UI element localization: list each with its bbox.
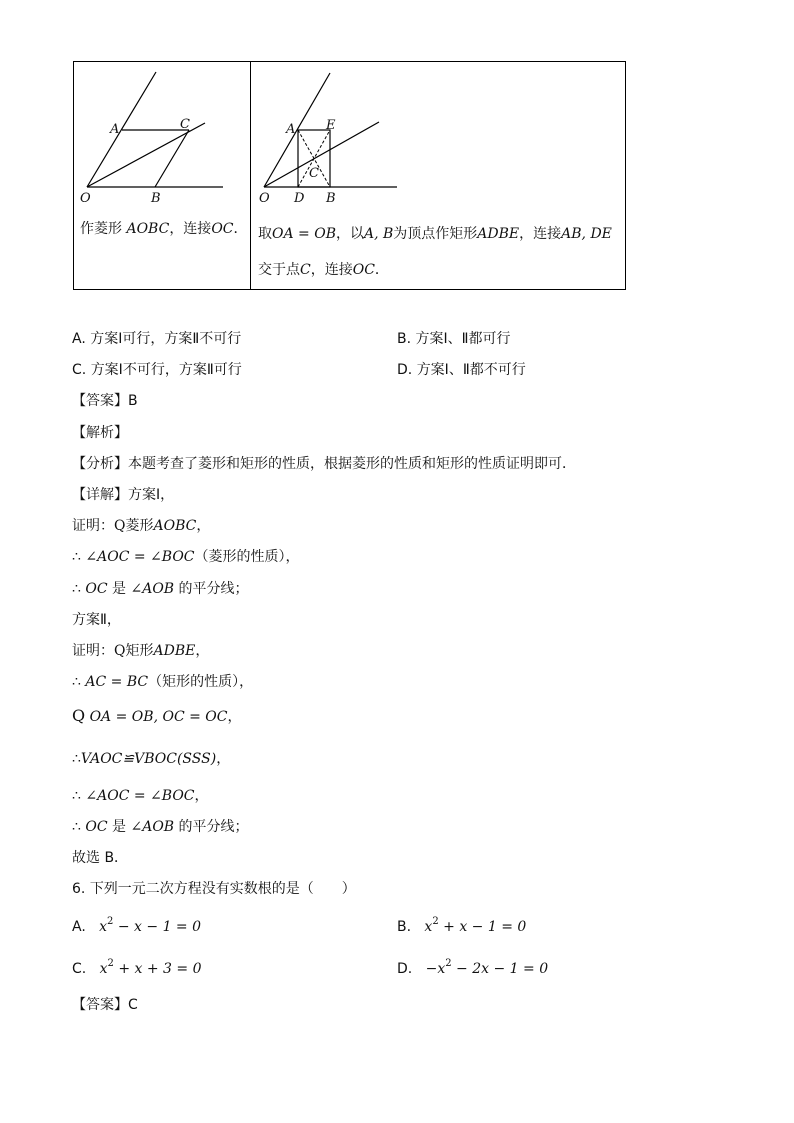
label-c-2: C	[309, 166, 319, 181]
analysis-summary: 【分析】本题考查了菱形和矩形的性质，根据菱形的性质和矩形的性质证明即可．	[72, 456, 576, 472]
proof2-line5: ∴ ∠AOC = ∠BOC，	[72, 788, 209, 804]
proof1-line2: ∴ ∠AOC = ∠BOC（菱形的性质），	[72, 549, 300, 565]
label-b-2: B	[326, 191, 336, 206]
segment-cb	[155, 130, 189, 187]
analysis-tag: 【解析】	[72, 425, 128, 441]
right-caption-line2: 交于点C，连接OC．	[258, 262, 389, 278]
q6-option-c: C. $x^2 + x + 3 = 0$	[72, 958, 202, 977]
q5-option-c: C. 方案Ⅰ不可行，方案Ⅱ可行	[72, 362, 242, 378]
label-a: A	[110, 122, 120, 137]
q5-option-a: A. 方案Ⅰ可行，方案Ⅱ不可行	[72, 331, 242, 347]
label-b: B	[151, 191, 161, 206]
proof2-line6: ∴ OC 是 ∠AOB 的平分线；	[72, 819, 249, 835]
q5-option-d: D. 方案Ⅰ、Ⅱ都不可行	[397, 362, 526, 378]
right-caption-line1: 取OA = OB，以A, B为顶点作矩形ADBE，连接AB, DE	[258, 226, 612, 242]
proof2-line4: ∴VAOC≌VBOC(SSS)，	[72, 751, 231, 767]
scheme2-heading: 方案Ⅱ，	[72, 612, 121, 628]
proof1-line3: ∴ OC 是 ∠AOB 的平分线；	[72, 581, 249, 597]
label-o: O	[80, 191, 91, 206]
proof1-line1: 证明：Q菱形AOBC，	[72, 518, 211, 534]
q6-answer: 【答案】C	[72, 997, 138, 1013]
detail-heading: 【详解】方案Ⅰ，	[72, 487, 175, 503]
ray-oc-2	[264, 122, 379, 187]
q6-option-d: D. $-x^2 - 2x - 1 = 0$	[397, 958, 549, 977]
proof2-line2: ∴ AC = BC（矩形的性质），	[72, 674, 254, 690]
q6-option-b: B. $x^2 + x - 1 = 0$	[397, 916, 527, 935]
q5-answer: 【答案】B	[72, 393, 138, 409]
rhombus-figure	[73, 61, 250, 211]
label-c: C	[180, 117, 190, 132]
label-e: E	[326, 118, 336, 133]
left-caption: 作菱形 AOBC，连接OC．	[80, 221, 248, 237]
q5-option-b: B. 方案Ⅰ、Ⅱ都可行	[397, 331, 511, 347]
q6-stem: 6. 下列一元二次方程没有实数根的是（ ）	[72, 881, 356, 897]
label-d: D	[294, 191, 305, 206]
label-a-2: A	[286, 122, 296, 137]
proof2-line3: Q OA = OB, OC = OC，	[72, 706, 242, 725]
conclusion: 故选 B．	[72, 850, 129, 866]
proof2-line1: 证明：Q矩形ADBE，	[72, 643, 210, 659]
rectangle-figure	[251, 61, 411, 211]
label-o-2: O	[259, 191, 270, 206]
q6-option-a: A. $x^2 - x - 1 = 0$	[72, 916, 202, 935]
